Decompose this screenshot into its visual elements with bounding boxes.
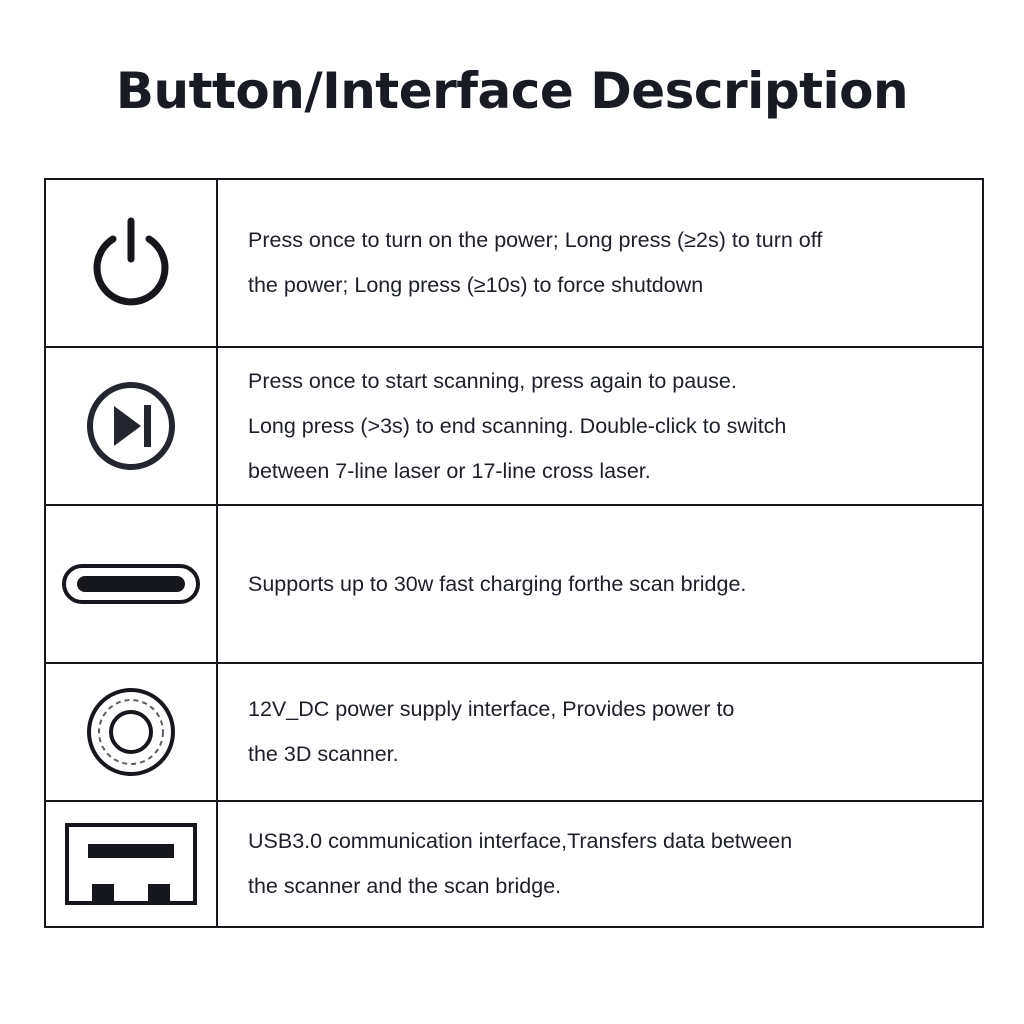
icon-cell bbox=[46, 180, 218, 346]
description-cell bbox=[218, 802, 982, 926]
description-line: Press once to start scanning, press again to pause. bbox=[248, 368, 737, 393]
dc-barrel-jack-icon bbox=[83, 684, 179, 780]
table-row bbox=[46, 506, 982, 664]
description-line: 12V_DC power supply interface, Provides power to bbox=[248, 697, 735, 721]
description-table bbox=[44, 178, 984, 928]
description-line: USB3.0 communication interface,Transfers data between bbox=[248, 829, 793, 853]
icon-cell bbox=[46, 664, 218, 800]
play-to-end-icon bbox=[83, 378, 179, 474]
description-line: Long press (>3s) to end scanning. Double-click to switch bbox=[248, 413, 787, 438]
description-line: Supports up to 30w fast charging forthe scan bridge. bbox=[248, 571, 747, 596]
icon-cell bbox=[46, 506, 218, 662]
table-row bbox=[46, 664, 982, 802]
description-line: between 7-line laser or 17-line cross laser. bbox=[248, 458, 651, 483]
page-title: Button/Interface Description bbox=[115, 62, 909, 120]
description-cell bbox=[218, 180, 982, 346]
icon-cell bbox=[46, 348, 218, 504]
description-cell bbox=[218, 664, 982, 800]
description-line: the scanner and the scan bridge. bbox=[248, 874, 562, 898]
usb-a-port-icon bbox=[64, 822, 198, 906]
icon-cell bbox=[46, 802, 218, 926]
table-row bbox=[46, 348, 982, 506]
table-row bbox=[46, 180, 982, 348]
description-line: the power; Long press (≥10s) to force shutdown bbox=[248, 273, 704, 297]
table-row bbox=[46, 802, 982, 926]
power-icon bbox=[88, 215, 174, 311]
description-line: Press once to turn on the power; Long press (≥2s) to turn off bbox=[248, 228, 823, 252]
description-cell bbox=[218, 506, 982, 662]
usb-c-port-icon bbox=[61, 562, 201, 606]
description-cell bbox=[218, 348, 982, 504]
description-line: the 3D scanner. bbox=[248, 742, 399, 766]
